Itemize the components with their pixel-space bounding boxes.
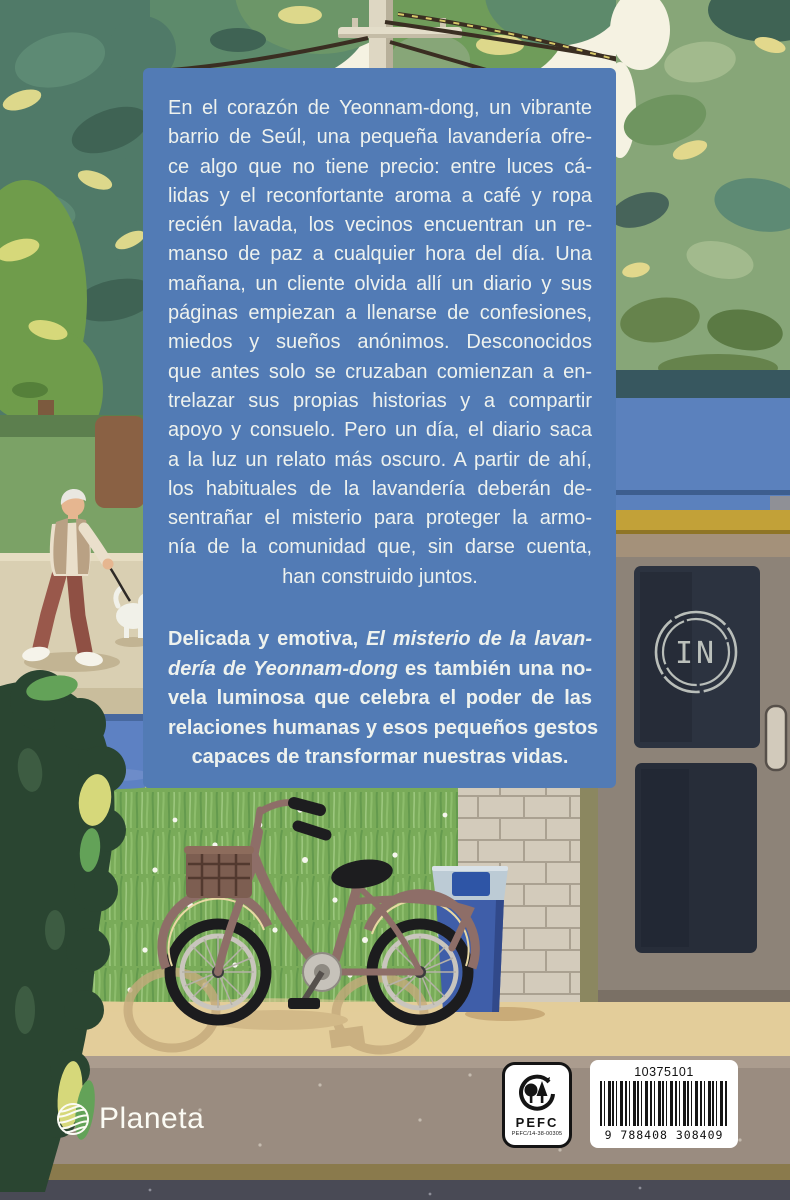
isbn-number: 9 788408 308409 bbox=[604, 1128, 724, 1142]
text-line: vela luminosa que celebra el poder de las bbox=[168, 687, 592, 710]
text-line: sentrañar el misterio para proteger la armo- bbox=[168, 507, 592, 530]
pefc-badge bbox=[502, 1062, 572, 1148]
text-line: mañana, un cliente olvida allí un diario y sus bbox=[168, 272, 592, 295]
text-line: miedos y sueños anónimos. Desconocidos bbox=[168, 331, 592, 354]
text-line: dería de Yeonnam-dong es también una no- bbox=[168, 657, 593, 680]
pefc-trees-icon bbox=[516, 1074, 558, 1114]
barcode-bars bbox=[600, 1081, 728, 1126]
awning-shadow-band bbox=[612, 370, 790, 400]
text-line: trelazar sus propias historias y a compartir bbox=[168, 389, 592, 412]
text-line: barrio de Seúl, una pequeña lavandería ofre- bbox=[168, 126, 592, 149]
text-line: que antes solo se cruzaban comienzan a en- bbox=[168, 360, 592, 383]
publisher-name: Planeta bbox=[99, 1102, 205, 1135]
synopsis-paragraph bbox=[168, 94, 592, 592]
barcode-sticker bbox=[590, 1060, 738, 1148]
text-line: relaciones humanas y esos pequeños gestos bbox=[168, 716, 599, 739]
text-line: lidas y el reconfortante aroma a café y ropa bbox=[168, 184, 592, 207]
door-sign-text: IN bbox=[674, 636, 718, 671]
synopsis-box bbox=[143, 68, 616, 788]
text-line: apoyo y consuelo. Pero un día, el diario saca bbox=[168, 419, 592, 442]
text-line: manso de paz a cualquier hora del día. Una bbox=[168, 243, 592, 266]
basket bbox=[184, 846, 254, 898]
text-line: los habituales de la lavandería deberán de- bbox=[168, 477, 592, 500]
text-line: a la luz un relato más oscuro. A partir de ahí, bbox=[168, 448, 592, 471]
text-line: han construido juntos. bbox=[282, 565, 478, 588]
text-line: páginas empiezan a llenarse de confesiones, bbox=[168, 302, 592, 325]
door-handle bbox=[766, 706, 786, 770]
text-line: ce algo que no tiene precio: entre luces cá- bbox=[168, 155, 592, 178]
pefc-label: PEFC bbox=[515, 1114, 559, 1130]
sku-number: 10375101 bbox=[634, 1065, 694, 1079]
text-line: recién lavada, los vecinos encuentran un re- bbox=[168, 214, 592, 237]
taupe-band bbox=[612, 534, 790, 558]
laundry-door bbox=[598, 557, 790, 1003]
text-line: nía de la comunidad que, sin darse cuenta, bbox=[168, 536, 592, 559]
text-line: En el corazón de Yeonnam-dong, un vibrante bbox=[168, 97, 592, 119]
planeta-globe-icon bbox=[54, 1100, 92, 1138]
text-line: Delicada y emotiva, El misterio de la lavan- bbox=[168, 628, 593, 651]
tagline-paragraph bbox=[168, 625, 599, 773]
curb-edge-band bbox=[0, 1164, 790, 1180]
road bbox=[0, 1180, 790, 1200]
publisher-logo bbox=[54, 1100, 204, 1138]
pefc-cert-number: PEFC/14-38-00305 bbox=[511, 1130, 563, 1137]
trees-right bbox=[604, 0, 790, 382]
text-line: capaces de transformar nuestras vidas. bbox=[191, 746, 569, 769]
